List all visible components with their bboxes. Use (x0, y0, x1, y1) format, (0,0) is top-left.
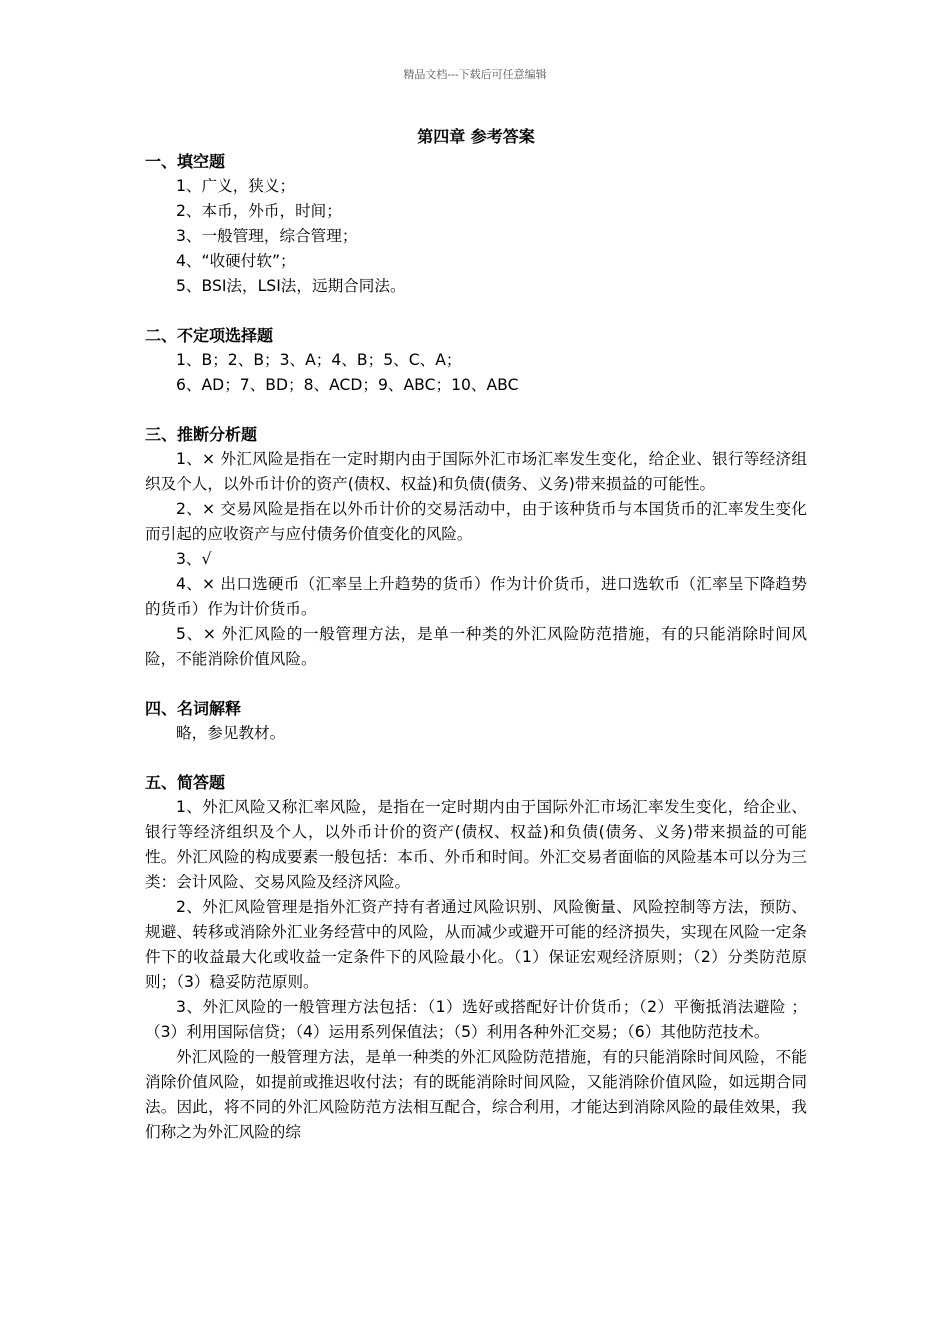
answer-item: 3、一般管理，综合管理； (176, 227, 358, 245)
answer-paragraph: 2、× 交易风险是指在以外币计价的交易活动中，由于该种货币与本国货币的汇率发生变化而引起的应收资产与应付债务价值变化的风险。 (145, 500, 807, 543)
section-heading-judgment: 三、推断分析题 (145, 425, 258, 444)
answer-paragraph: 外汇风险的一般管理方法，是单一种类的外汇风险防范措施，有的只能消除时间风险，不能消除价值风险，如提前或推迟收付法；有的既能消除时间风险，又能消除价值风险，如远期合同法。因此，将不同的外汇风险防范方法相互配合，综合利用，才能达到消除风险的最佳效果，我们称之为外汇风险的综 (145, 1048, 807, 1141)
page-title: 第四章 参考答案 (417, 127, 535, 146)
answer-paragraph: 2、外汇风险管理是指外汇资产持有者通过风险识别、风险衡量、风险控制等方法，预防、规避、转移或消除外汇业务经营中的风险，从而减少或避开可能的经济损失，实现在风险一定条件下的收益最大化或收益一定条件下的风险最小化。（1）保证宏观经济原则；（2）分类防范原则；（3）稳妥防范原则。 (145, 898, 807, 991)
answer-item: 1、B；2、B；3、A；4、B；5、C、A； (176, 351, 462, 369)
document-body (145, 124, 807, 1145)
answer-item: 2、本币，外币，时间； (176, 202, 342, 220)
answer-item: 4、“收硬付软”； (176, 252, 296, 270)
answer-paragraph: 5、× 外汇风险的一般管理方法，是单一种类的外汇风险防范措施，有的只能消除时间风险，不能消除价值风险。 (145, 625, 807, 668)
answer-paragraph: 1、× 外汇风险是指在一定时期内由于国际外汇市场汇率发生变化，给企业、银行等经济组织及个人，以外币计价的资产(债权、权益)和负债(债务、义务)带来损益的可能性。 (145, 450, 807, 493)
answer-paragraph: 1、外汇风险又称汇率风险，是指在一定时期内由于国际外汇市场汇率发生变化，给企业、银行等经济组织及个人，以外币计价的资产(债权、权益)和负债(债务、义务)带来损益的可能性。外汇风险的构成要素一般包括：本币、外币和时间。外汇交易者面临的风险基本可以分为三类：会计风险、交易风险及经济风险。 (145, 798, 807, 891)
section-heading-fill-blank: 一、填空题 (145, 152, 226, 171)
answer-item: 5、BSI法，LSI法，远期合同法。 (176, 277, 406, 295)
answer-paragraph: 4、× 出口选硬币（汇率呈上升趋势的货币）作为计价货币，进口选软币（汇率呈下降趋势的货币）作为计价货币。 (145, 575, 807, 618)
answer-item: 6、AD；7、BD；8、ACD；9、ABC；10、ABC (176, 376, 519, 394)
answer-paragraph: 3、√ (176, 550, 212, 568)
section-heading-terms: 四、名词解释 (145, 699, 242, 718)
section-heading-short-answer: 五、简答题 (145, 773, 226, 792)
watermark-header: 精品文档---下载后可任意编辑 (403, 68, 547, 81)
answer-paragraph: 3、外汇风险的一般管理方法包括：（1）选好或搭配好计价货币；（2）平衡抵消法避险 ；（3）利用国际信贷；（4）运用系列保值法；（5）利用各种外汇交易；（6）其他防范技术。 (145, 998, 807, 1041)
answer-item: 1、广义，狭义； (176, 177, 296, 195)
answer-paragraph: 略，参见教材。 (176, 724, 286, 742)
section-heading-multiple-choice: 二、不定项选择题 (145, 326, 274, 345)
